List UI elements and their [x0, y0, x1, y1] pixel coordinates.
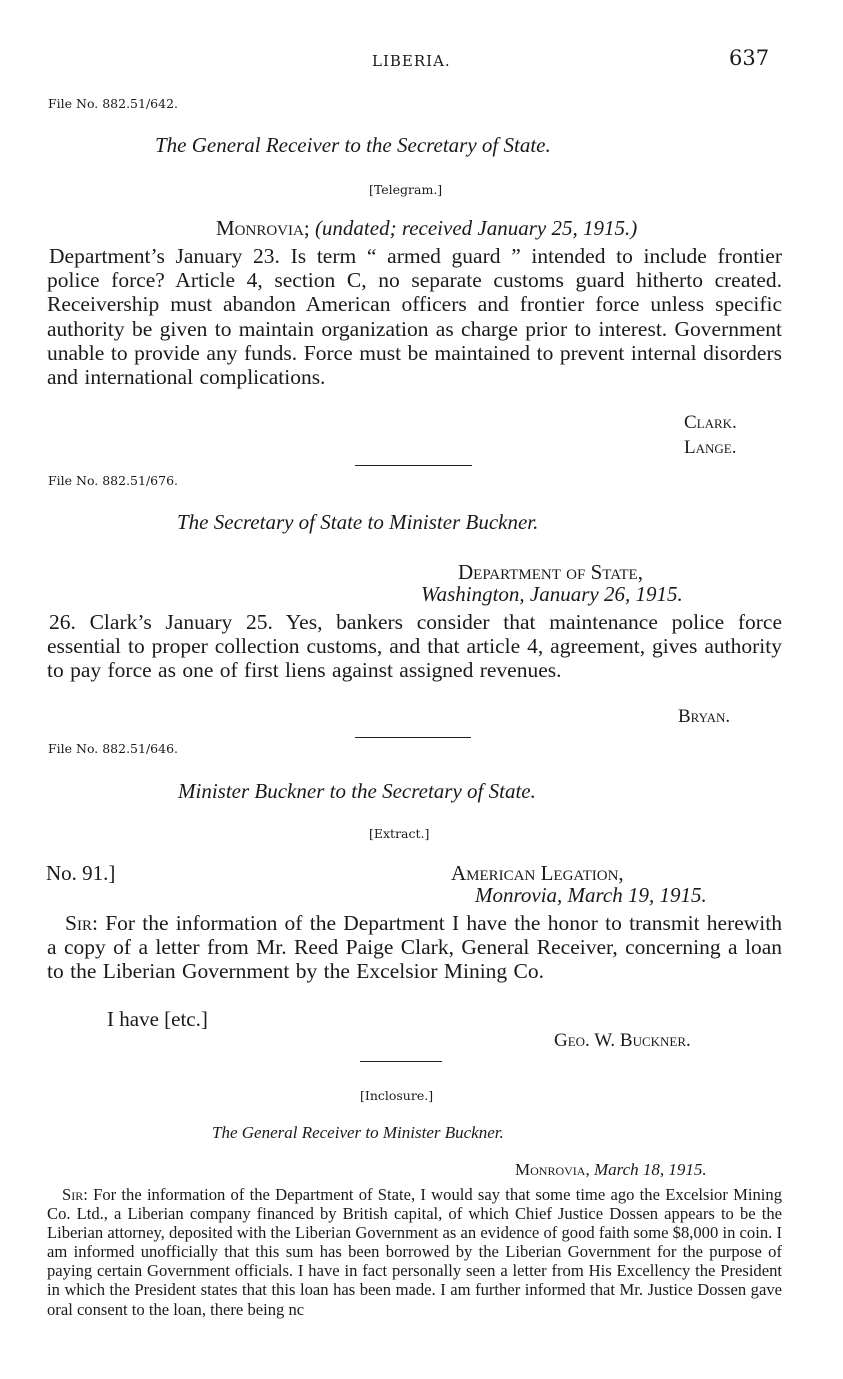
inclosure-body [47, 1185, 782, 1319]
page-number: 637 [729, 46, 770, 70]
letter-body [47, 911, 782, 984]
dateline-separator: ; [303, 216, 310, 240]
section-divider [360, 1061, 442, 1062]
dateline-date: Washington, January 26, 1915. [421, 582, 683, 606]
dateline [515, 1160, 707, 1180]
letter-heading: The General Receiver to Minister Buckner. [212, 1123, 504, 1142]
section-divider [355, 737, 471, 738]
signature-bryan: Bryan. [678, 706, 731, 727]
running-title: LIBERIA. [372, 52, 451, 70]
letter-heading: The Secretary of State to Minister Buckner. [177, 510, 539, 534]
file-number: File No. 882.51/642. [48, 96, 179, 111]
letter-heading: The General Receiver to the Secretary of State. [155, 133, 551, 157]
signature-lange: Lange. [684, 437, 737, 458]
dispatch-number: No. 91.] [46, 861, 116, 885]
dateline-place: American Legation, [451, 861, 624, 885]
signature-clark: Clark. [684, 412, 737, 433]
dateline-place: Monrovia, [515, 1160, 590, 1179]
dateline-date: March 18, 1915. [593, 1160, 707, 1179]
dateline [216, 216, 637, 241]
telegram-body: 26. Clark’s January 25. Yes, bankers consider that maintenance police force essential to proper collection customs, and that article 4, agreement, gives authority to pay force as one of first liens against assigned revenues. [47, 610, 782, 683]
dateline-place: Department of State, [458, 560, 643, 584]
signature-buckner: Geo. W. Buckner. [554, 1030, 691, 1051]
dateline-place: Monrovia [216, 216, 304, 240]
dateline-date: (undated; received January 25, 1915.) [314, 216, 638, 240]
inclosure-note: [Inclosure.] [360, 1088, 434, 1103]
telegram-note: [Telegram.] [369, 182, 443, 197]
section-divider [355, 465, 472, 466]
closing: I have [etc.] [107, 1007, 208, 1031]
telegram-body: Department’s January 23. Is term “ armed guard ” intended to include frontier police force? Article 4, section C, no separate customs guard hitherto created. Receivership must abandon American officers and frontier force unless specific authority be given to maintain organization as charge prior to interest. Government unable to provide any funds. Force must be maintained to prevent internal disorders and international complications. [47, 244, 782, 390]
dateline-date: Monrovia, March 19, 1915. [475, 883, 707, 907]
file-number: File No. 882.51/646. [48, 741, 179, 756]
salutation: Sir: [62, 1185, 88, 1204]
extract-note: [Extract.] [369, 826, 430, 841]
letter-heading: Minister Buckner to the Secretary of State. [178, 779, 536, 803]
file-number: File No. 882.51/676. [48, 473, 179, 488]
salutation: Sir: [65, 911, 98, 935]
inclosure-body-text: For the information of the Department of State, I would say that some time ago the Excelsior Mining Co. Ltd., a Liberian company financed by British capital, of which Chief Justice Dossen appears to be the Liberian attorney, deposited with the Liberian Government as an evidence of good faith some $8,000 in coin. I am informed unofficially that this sum has been borrowed by the Liberian Government for the purpose of paying certain Government officials. I have in fact personally seen a letter from His Excellency the President in which the President states that this loan has been made. I am further informed that Mr. Justice Dossen gave oral consent to the loan, there being nc [47, 1185, 782, 1319]
letter-body-text: For the information of the Department I have the honor to transmit herewith a copy of a letter from Mr. Reed Paige Clark, General Receiver, concerning a loan to the Liberian Government by the Excelsior Mining Co. [47, 911, 783, 984]
